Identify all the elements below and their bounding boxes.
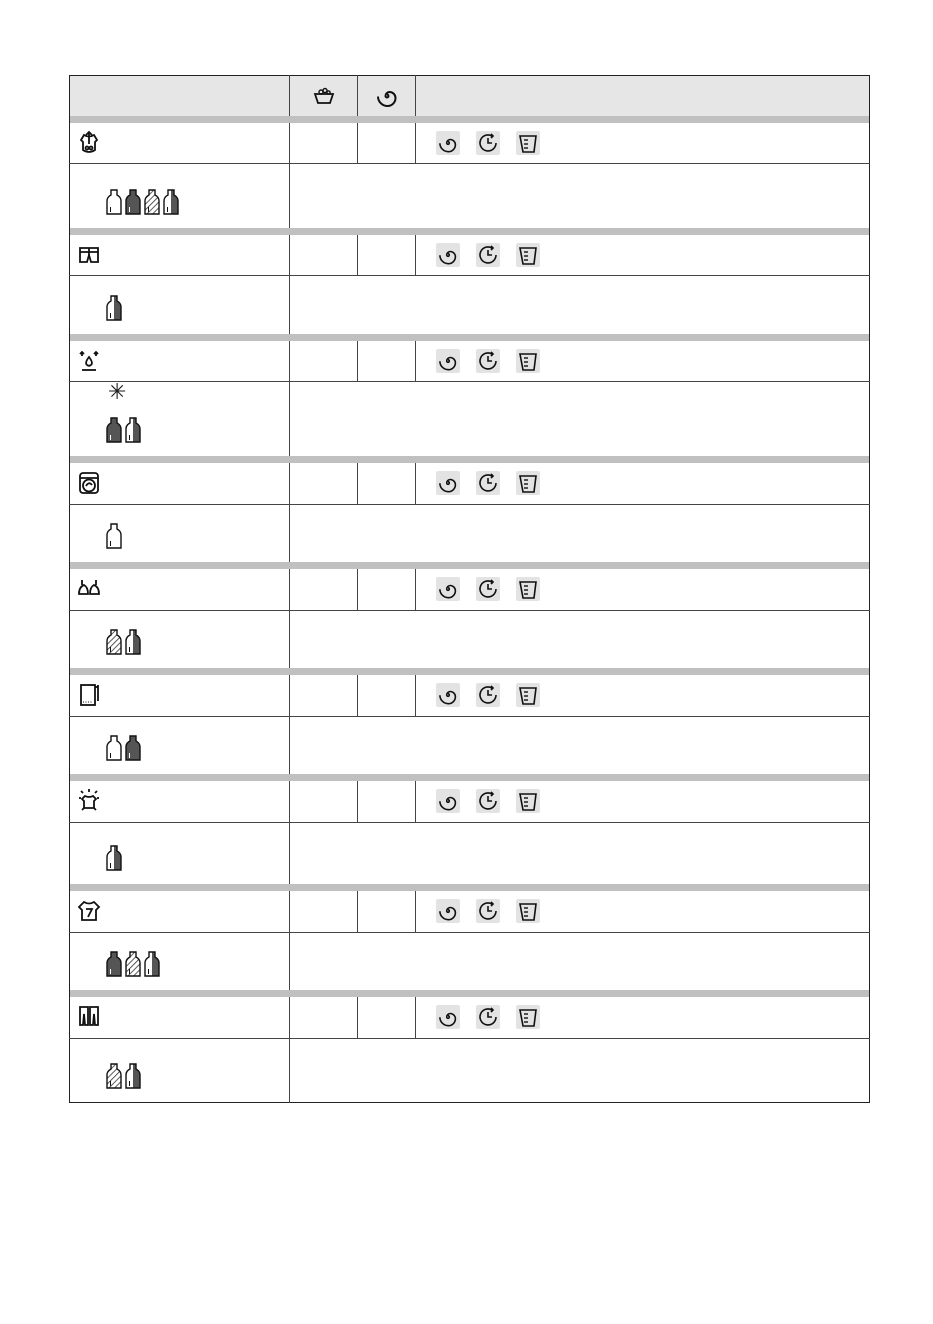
programme-icon-cell — [70, 675, 290, 716]
separator-bar — [70, 334, 870, 341]
programme-icon-cell — [70, 891, 290, 932]
options-cell — [416, 341, 870, 382]
snowflake-icon: ✳ — [108, 380, 127, 405]
options-cell — [416, 997, 870, 1038]
detergent-bottles — [70, 728, 289, 766]
description-cell — [290, 164, 870, 228]
spin-spiral-icon — [436, 131, 460, 155]
time-saver-icon — [476, 577, 500, 601]
extra-rinse-cup-icon — [516, 349, 540, 373]
separator-bar — [70, 668, 870, 675]
spin-spiral-icon — [374, 83, 400, 109]
detergent-bottle-striped-icon — [125, 950, 141, 982]
description-cell — [290, 932, 870, 990]
detergent-type-cell — [70, 610, 290, 668]
separator-bar — [70, 774, 870, 781]
header-detergent-cell — [290, 76, 358, 116]
programme-row — [70, 781, 870, 822]
detergent-cell — [290, 781, 358, 822]
detergent-bottle-striped-icon — [106, 628, 122, 660]
towel-icon — [76, 682, 102, 708]
programme-row — [70, 123, 870, 164]
programme-table — [69, 75, 870, 1103]
programme-icon-cell — [70, 569, 290, 610]
programme-icon-cell — [70, 997, 290, 1038]
detergent-bottle-dark-icon — [106, 416, 122, 448]
separator-row — [70, 990, 870, 997]
detergent-bottles — [70, 516, 289, 554]
programme-row — [70, 341, 870, 382]
programme-detail-row — [70, 932, 870, 990]
description-cell — [290, 276, 870, 334]
time-saver-icon — [476, 789, 500, 813]
spin-cell — [358, 463, 416, 504]
detergent-type-cell — [70, 1038, 290, 1102]
options-cell — [416, 891, 870, 932]
spin-cell — [358, 235, 416, 276]
detergent-cell — [290, 891, 358, 932]
detergent-cell — [290, 235, 358, 276]
options-cell — [416, 463, 870, 504]
detergent-bottle-striped-icon — [106, 1062, 122, 1094]
separator-row — [70, 668, 870, 675]
separator-bar — [70, 456, 870, 463]
separator-bar — [70, 884, 870, 891]
header-programme-cell — [70, 76, 290, 116]
programme-icon-cell — [70, 463, 290, 504]
programme-icon-cell — [70, 123, 290, 164]
detergent-bottle-half-icon — [125, 628, 141, 660]
separator-row — [70, 774, 870, 781]
detergent-bottle-striped-icon — [144, 188, 160, 220]
trousers-icon — [76, 1004, 102, 1030]
extra-rinse-cup-icon — [516, 683, 540, 707]
spin-cell — [358, 891, 416, 932]
detergent-bottle-white-icon — [106, 188, 122, 220]
programme-row — [70, 891, 870, 932]
detergent-bottles — [70, 288, 289, 326]
spin-spiral-icon — [436, 577, 460, 601]
extra-rinse-cup-icon — [516, 789, 540, 813]
detergent-bottle-dark-icon — [125, 188, 141, 220]
programme-detail-row — [70, 610, 870, 668]
options-cell — [416, 569, 870, 610]
programme-detail-row — [70, 822, 870, 884]
detergent-bottle-half-icon — [125, 1062, 141, 1094]
drum-clean-icon — [76, 470, 102, 496]
time-saver-icon — [476, 1005, 500, 1029]
programme-detail-row — [70, 164, 870, 228]
programme-detail-row — [70, 382, 870, 457]
detergent-bottles — [70, 944, 289, 982]
header-options-cell — [416, 76, 870, 116]
detergent-cell — [290, 341, 358, 382]
programme-detail-row — [70, 1038, 870, 1102]
time-saver-icon — [476, 243, 500, 267]
detergent-type-cell — [70, 276, 290, 334]
description-cell — [290, 610, 870, 668]
programme-icon-cell — [70, 781, 290, 822]
programme-row — [70, 463, 870, 504]
detergent-cell — [290, 675, 358, 716]
detergent-type-cell — [70, 716, 290, 774]
detergent-bottles — [70, 182, 289, 220]
programme-row — [70, 569, 870, 610]
programme-icon-cell — [70, 341, 290, 382]
spin-spiral-icon — [436, 899, 460, 923]
detergent-bottle-dark-icon — [106, 950, 122, 982]
spin-spiral-icon — [436, 243, 460, 267]
separator-row — [70, 456, 870, 463]
programme-detail-row — [70, 716, 870, 774]
time-saver-icon — [476, 349, 500, 373]
options-cell — [416, 781, 870, 822]
detergent-bottles — [70, 838, 289, 876]
separator-row — [70, 334, 870, 341]
extra-rinse-cup-icon — [516, 1005, 540, 1029]
description-cell — [290, 822, 870, 884]
detergent-bottle-white-icon — [106, 734, 122, 766]
detergent-cell — [290, 997, 358, 1038]
programme-row — [70, 997, 870, 1038]
detergent-bottle-half-icon — [106, 844, 122, 876]
shorts-icon — [76, 242, 102, 268]
detergent-bottle-half-icon — [144, 950, 160, 982]
spin-spiral-icon — [436, 789, 460, 813]
detergent-bottle-half-icon — [163, 188, 179, 220]
time-saver-icon — [476, 683, 500, 707]
detergent-bottle-half-icon — [125, 416, 141, 448]
programme-icon-cell — [70, 235, 290, 276]
time-saver-icon — [476, 131, 500, 155]
spin-cell — [358, 781, 416, 822]
description-cell — [290, 504, 870, 562]
detergent-type-cell — [70, 822, 290, 884]
spin-cell — [358, 675, 416, 716]
detergent-bottle-half-icon — [106, 294, 122, 326]
detergent-bottles — [70, 622, 289, 660]
detergent-type-cell — [70, 932, 290, 990]
bra-icon — [76, 576, 102, 602]
spin-cell — [358, 123, 416, 164]
separator-bar — [70, 228, 870, 235]
detergent-bottle-dark-icon — [125, 734, 141, 766]
spin-spiral-icon — [436, 471, 460, 495]
detergent-bottle-white-icon — [106, 522, 122, 554]
detergent-type-cell — [70, 504, 290, 562]
spin-cell — [358, 569, 416, 610]
detergent-type-cell — [70, 164, 290, 228]
shirt-7-icon — [76, 898, 102, 924]
separator-bar — [70, 990, 870, 997]
programme-detail-row — [70, 504, 870, 562]
extra-rinse-cup-icon — [516, 577, 540, 601]
separator-bar — [70, 562, 870, 569]
spin-cell — [358, 997, 416, 1038]
detergent-cell — [290, 123, 358, 164]
separator-row — [70, 562, 870, 569]
extra-rinse-cup-icon — [516, 131, 540, 155]
header-spin-cell — [358, 76, 416, 116]
detergent-cell — [290, 569, 358, 610]
detergent-cell — [290, 463, 358, 504]
programme-row — [70, 235, 870, 276]
programme-row — [70, 675, 870, 716]
spin-cell — [358, 341, 416, 382]
time-saver-icon — [476, 471, 500, 495]
detergent-bottles — [70, 410, 289, 448]
spin-spiral-icon — [436, 1005, 460, 1029]
spin-spiral-icon — [436, 349, 460, 373]
separator-row — [70, 228, 870, 235]
detergent-tub-icon — [311, 83, 337, 109]
table-header-row — [70, 76, 870, 116]
options-cell — [416, 675, 870, 716]
detergent-bottles — [70, 1056, 289, 1094]
description-cell — [290, 1038, 870, 1102]
extra-rinse-cup-icon — [516, 899, 540, 923]
options-cell — [416, 235, 870, 276]
steam-drop-icon — [76, 348, 102, 374]
spin-spiral-icon — [436, 683, 460, 707]
baby-shirt-iron-icon — [76, 130, 102, 156]
description-cell — [290, 382, 870, 457]
extra-rinse-cup-icon — [516, 243, 540, 267]
description-cell — [290, 716, 870, 774]
extra-rinse-cup-icon — [516, 471, 540, 495]
programme-detail-row — [70, 276, 870, 334]
separator-row — [70, 116, 870, 123]
detergent-type-cell — [70, 382, 290, 457]
options-cell — [416, 123, 870, 164]
time-saver-icon — [476, 899, 500, 923]
separator-bar — [70, 116, 870, 123]
separator-row — [70, 884, 870, 891]
shirt-sun-icon — [76, 788, 102, 814]
